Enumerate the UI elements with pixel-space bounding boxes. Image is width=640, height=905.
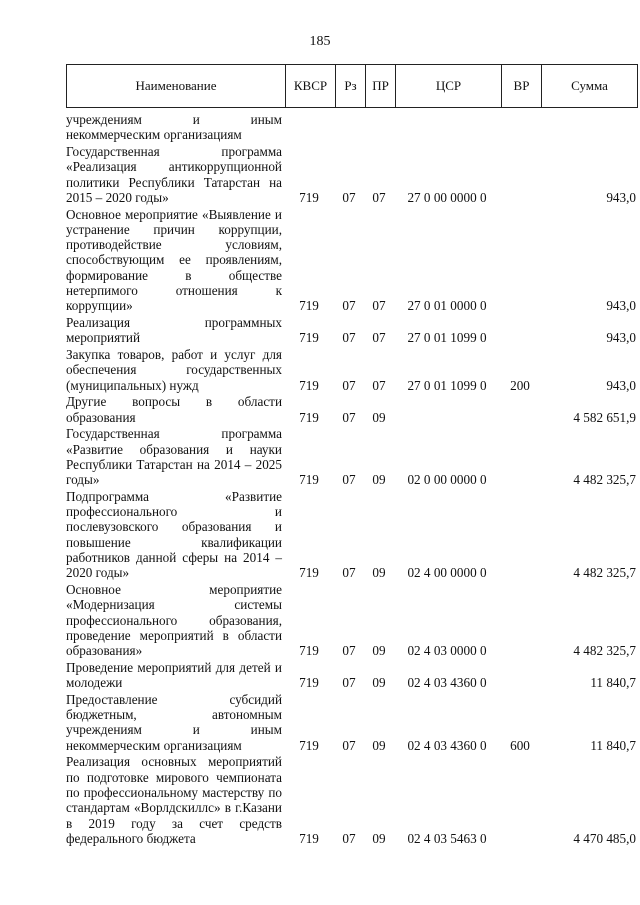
row-name: Основное мероприятие «Модернизация системы профессионального образования, проведение мероприятий в области образования» (66, 582, 282, 659)
row-pr: 09 (372, 830, 386, 846)
row-kvsr: 719 (299, 189, 319, 205)
table-row (66, 394, 638, 425)
row-name: Основное мероприятие «Выявление и устранение причин коррупции, противодействие условиям, способствующим ее проявлениям, формирование в обществе нетерпимого отношения к коррупции» (66, 206, 282, 314)
row-pr: 09 (372, 409, 386, 425)
row-name: Проведение мероприятий для детей и молодежи (66, 659, 282, 691)
row-kvsr: 719 (299, 298, 319, 314)
table-row (66, 692, 638, 753)
row-sum: 943,0 (606, 298, 636, 314)
row-name: Реализация основных мероприятий по подготовке мирового чемпионата по профессиональному мастерству по стандартам «Ворлдскиллс» в г.Казани в 2019 году за счет средств федерального бюджета (66, 754, 282, 846)
row-csr: 27 0 01 1099 0 (407, 330, 487, 346)
row-kvsr: 719 (299, 737, 319, 753)
row-name: Другие вопросы в области образования (66, 394, 282, 425)
table-row (66, 754, 638, 846)
row-pr: 09 (372, 472, 386, 488)
row-rz: 07 (342, 675, 356, 691)
row-name: Государственная программа «Развитие образования и науки Республики Татарстан на 2014 – 2025 годы» (66, 426, 282, 488)
row-name: Реализация программных мероприятий (66, 315, 282, 346)
table-row (66, 207, 638, 314)
row-rz: 07 (342, 830, 356, 846)
row-pr: 09 (372, 737, 386, 753)
row-csr: 27 0 01 1099 0 (407, 377, 487, 393)
table-row (66, 582, 638, 658)
row-rz: 07 (342, 472, 356, 488)
row-kvsr: 719 (299, 377, 319, 393)
row-rz: 07 (342, 643, 356, 659)
row-kvsr: 719 (299, 409, 319, 425)
table-row (66, 347, 638, 393)
row-sum: 4 470 485,0 (573, 830, 636, 846)
header-csr: ЦСР (395, 65, 501, 107)
row-csr: 02 4 03 4360 0 (407, 737, 487, 753)
row-kvsr: 719 (299, 675, 319, 691)
row-sum: 11 840,7 (590, 737, 636, 753)
row-rz: 07 (342, 330, 356, 346)
row-pr: 09 (372, 675, 386, 691)
header-kvsr: КВСР (285, 65, 335, 107)
row-pr: 07 (372, 189, 386, 205)
row-csr: 02 0 00 0000 0 (407, 472, 487, 488)
row-vr: 600 (510, 737, 530, 753)
row-sum: 943,0 (606, 377, 636, 393)
row-name: Закупка товаров, работ и услуг для обеспечения государственных (муниципальных) нужд (66, 347, 282, 393)
row-pr: 09 (372, 565, 386, 581)
row-sum: 11 840,7 (590, 675, 636, 691)
row-sum: 943,0 (606, 330, 636, 346)
table-row (66, 112, 638, 143)
table-row (66, 489, 638, 581)
row-name: Государственная программа «Реализация антикоррупционной политики Республики Татарстан на 2015 – 2020 годы» (66, 143, 282, 205)
header-name: Наименование (135, 78, 217, 93)
row-rz: 07 (342, 377, 356, 393)
row-csr: 02 4 00 0000 0 (407, 565, 487, 581)
row-sum: 4 482 325,7 (573, 643, 636, 659)
row-pr: 07 (372, 298, 386, 314)
row-csr: 02 4 03 5463 0 (407, 830, 487, 846)
page-number: 185 (309, 34, 331, 49)
header-rz: Рз (335, 65, 365, 107)
row-name: Подпрограмма «Развитие профессионального и послевузовского образования и повышение квалификации работников данной сферы на 2014 – 2020 годы» (66, 488, 282, 581)
row-rz: 07 (342, 298, 356, 314)
row-rz: 07 (342, 409, 356, 425)
row-csr: 27 0 00 0000 0 (407, 189, 487, 205)
row-csr: 02 4 03 4360 0 (407, 675, 487, 691)
row-csr: 02 4 03 0000 0 (407, 643, 487, 659)
row-vr: 200 (510, 377, 530, 393)
table-row (66, 144, 638, 205)
row-pr: 07 (372, 377, 386, 393)
table-row (66, 660, 638, 691)
row-pr: 09 (372, 643, 386, 659)
row-name: Предоставление субсидий бюджетным, автономным учреждениям и иным некоммерческим организациям (66, 691, 282, 753)
row-kvsr: 719 (299, 643, 319, 659)
row-sum: 4 482 325,7 (573, 472, 636, 488)
row-kvsr: 719 (299, 330, 319, 346)
row-pr: 07 (372, 330, 386, 346)
row-sum: 4 582 651,9 (573, 409, 636, 425)
row-kvsr: 719 (299, 830, 319, 846)
row-kvsr: 719 (299, 472, 319, 488)
header-pr: ПР (365, 65, 395, 107)
row-sum: 943,0 (606, 189, 636, 205)
row-rz: 07 (342, 189, 356, 205)
table-row (66, 426, 638, 487)
table-body (66, 112, 638, 848)
row-rz: 07 (342, 565, 356, 581)
header-sum: Сумма (541, 65, 637, 107)
row-rz: 07 (342, 737, 356, 753)
row-sum: 4 482 325,7 (573, 565, 636, 581)
row-csr: 27 0 01 0000 0 (407, 298, 487, 314)
row-kvsr: 719 (299, 565, 319, 581)
table-row (66, 315, 638, 346)
header-vr: ВР (501, 65, 541, 107)
table-header (66, 64, 638, 108)
row-name: учреждениям и иным некоммерческим организациям (66, 112, 282, 143)
